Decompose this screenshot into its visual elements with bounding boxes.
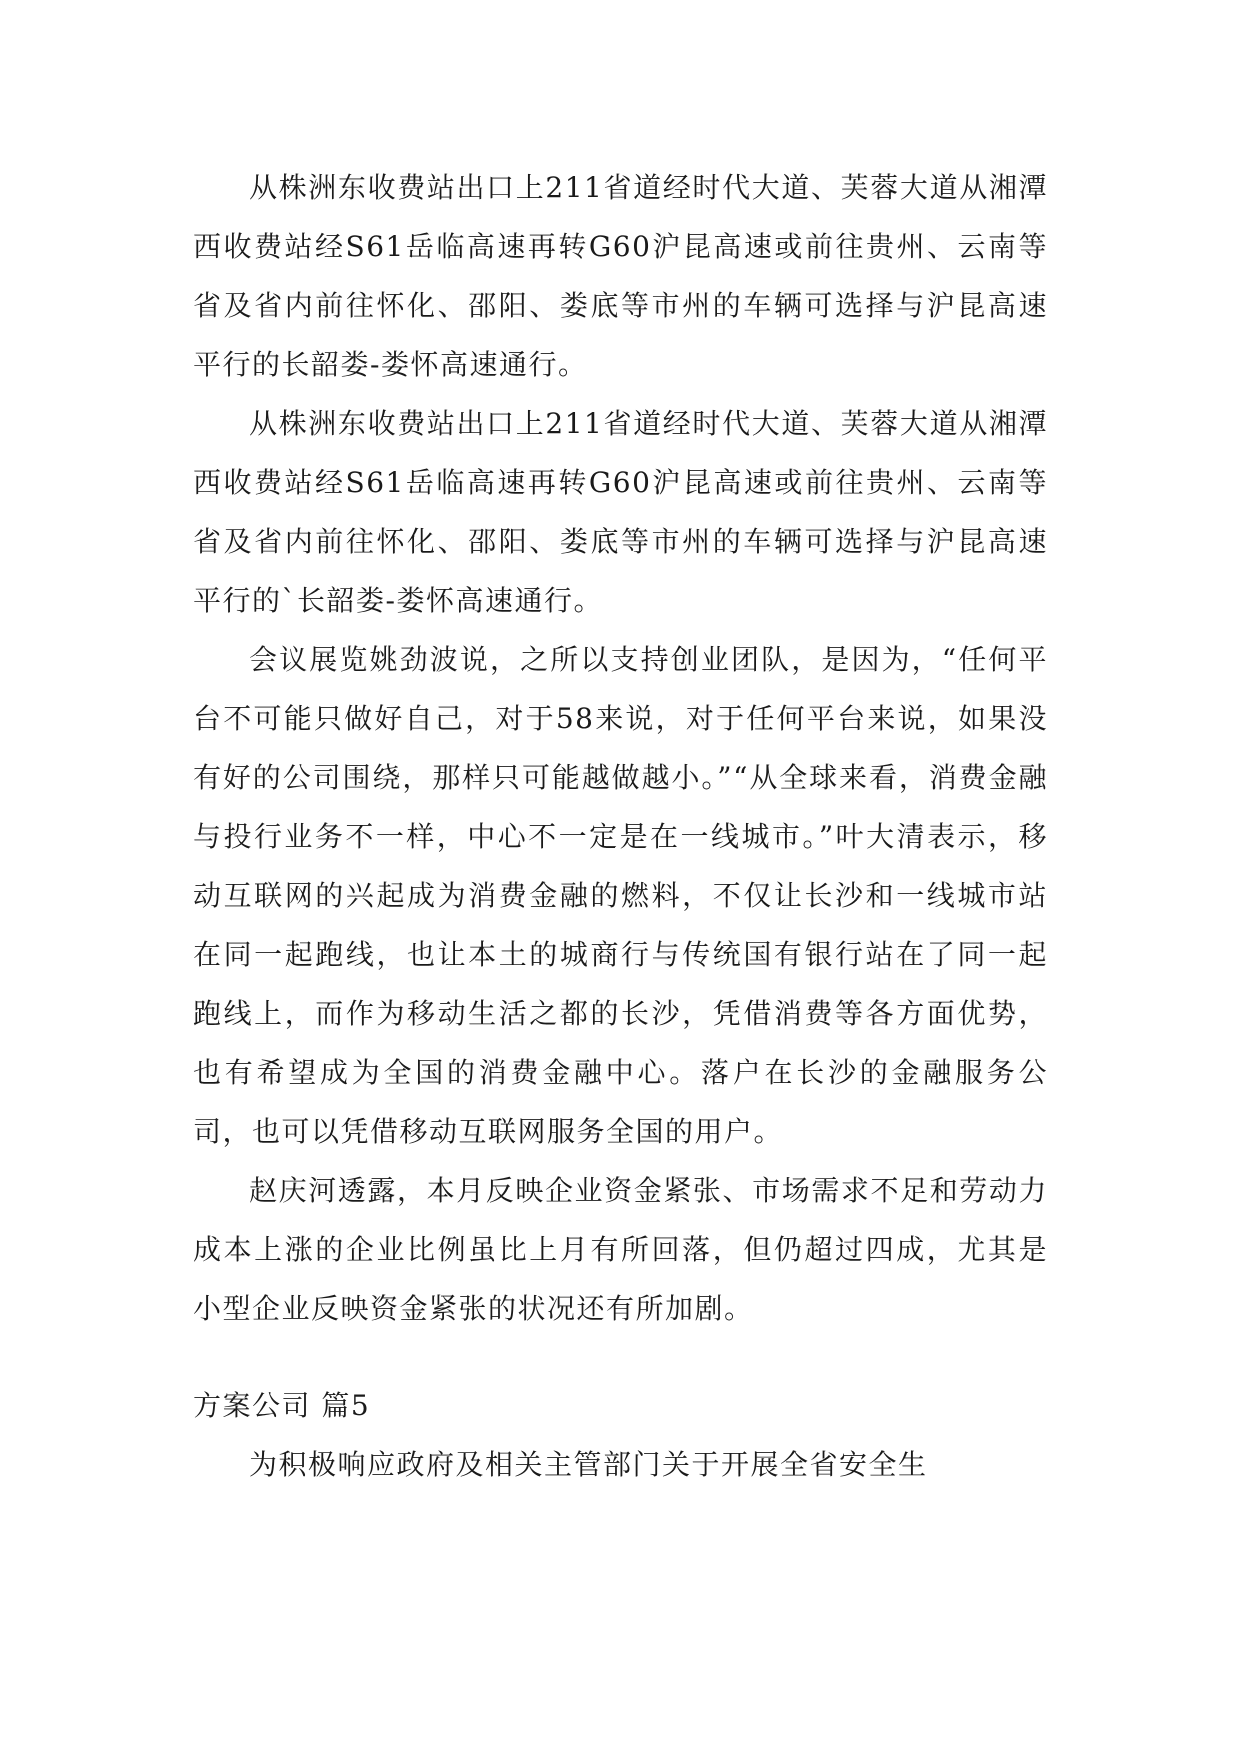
paragraph-1: 从株洲东收费站出口上211省道经时代大道、芙蓉大道从湘潭西收费站经S61岳临高速再转G60沪昆高速或前往贵州、云南等省及省内前往怀化、邵阳、娄底等市州的车辆可选择与沪昆高速平行的长韶娄-娄怀高速通行。 [193,171,1048,381]
paragraph-3: 会议展览姚劲波说，之所以支持创业团队，是因为，“任何平台不可能只做好自己，对于58来说，对于任何平台来说，如果没有好的公司围绕，那样只可能越做越小。”“从全球来看，消费金融与投行业务不一样，中心不一定是在一线城市。”叶大清表示，移动互联网的兴起成为消费金融的燃料，不仅让长沙和一线城市站在同一起跑线，也让本土的城商行与传统国有银行站在了同一起跑线上，而作为移动生活之都的长沙，凭借消费等各方面优势，也有希望成为全国的消费金融中心。落户在长沙的金融服务公司，也可以凭借移动互联网服务全国的用户。 [193,643,1048,1148]
section-heading: 方案公司 篇5 [193,1389,371,1422]
paragraph-4: 赵庆河透露，本月反映企业资金紧张、市场需求不足和劳动力成本上涨的企业比例虽比上月有所回落，但仍超过四成，尤其是小型企业反映资金紧张的状况还有所加剧。 [193,1174,1048,1325]
paragraph-2: 从株洲东收费站出口上211省道经时代大道、芙蓉大道从湘潭西收费站经S61岳临高速再转G60沪昆高速或前往贵州、云南等省及省内前往怀化、邵阳、娄底等市州的车辆可选择与沪昆高速平行的`长韶娄-娄怀高速通行。 [193,407,1048,617]
section-paragraph: 为积极响应政府及相关主管部门关于开展全省安全生 [249,1448,928,1481]
document-page [193,158,1048,1494]
